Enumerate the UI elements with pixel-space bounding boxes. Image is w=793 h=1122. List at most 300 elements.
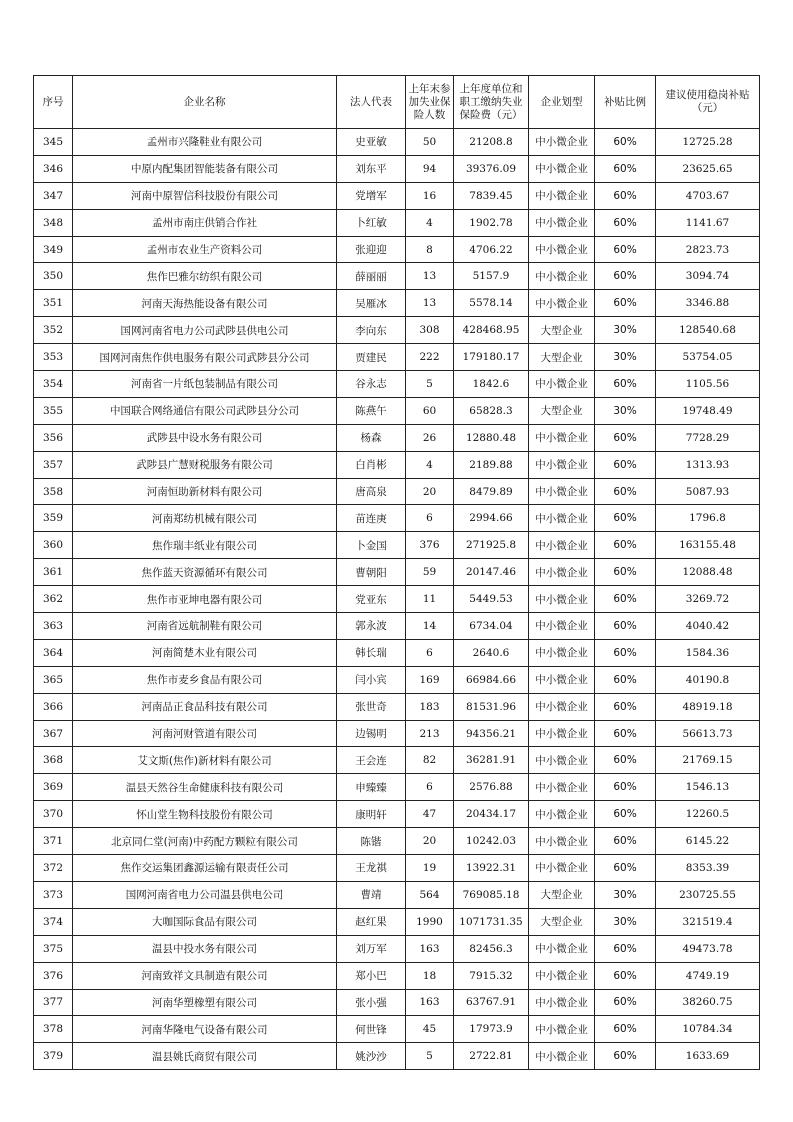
cell-seq: 362	[34, 586, 73, 613]
cell-insured-count: 13	[406, 290, 454, 317]
cell-seq: 346	[34, 155, 73, 182]
table-row	[34, 424, 760, 451]
cell-subsidy: 1796.8	[656, 505, 760, 532]
table-row	[34, 532, 760, 559]
cell-insured-count: 13	[406, 263, 454, 290]
cell-insured-count: 16	[406, 182, 454, 209]
cell-company: 温县姚氏商贸有限公司	[73, 1043, 337, 1070]
cell-legal-rep: 刘东平	[337, 155, 406, 182]
cell-category: 大型企业	[529, 908, 595, 935]
cell-seq: 347	[34, 182, 73, 209]
table-row	[34, 209, 760, 236]
cell-premium: 6734.04	[454, 613, 529, 640]
cell-company: 河南恒助新材料有限公司	[73, 478, 337, 505]
cell-premium: 2576.88	[454, 774, 529, 801]
cell-category: 中小微企业	[529, 478, 595, 505]
cell-ratio: 60%	[595, 263, 656, 290]
table-row	[34, 774, 760, 801]
table-row	[34, 720, 760, 747]
table-row	[34, 586, 760, 613]
cell-legal-rep: 何世锋	[337, 1016, 406, 1043]
cell-company: 大咖国际食品有限公司	[73, 908, 337, 935]
cell-insured-count: 222	[406, 344, 454, 371]
cell-premium: 13922.31	[454, 855, 529, 882]
cell-seq: 365	[34, 666, 73, 693]
cell-category: 中小微企业	[529, 801, 595, 828]
cell-subsidy: 3269.72	[656, 586, 760, 613]
cell-company: 孟州市兴隆鞋业有限公司	[73, 129, 337, 156]
cell-category: 中小微企业	[529, 962, 595, 989]
cell-legal-rep: 边锡明	[337, 720, 406, 747]
cell-category: 中小微企业	[529, 424, 595, 451]
cell-insured-count: 6	[406, 774, 454, 801]
cell-seq: 350	[34, 263, 73, 290]
cell-subsidy: 1584.36	[656, 639, 760, 666]
cell-category: 中小微企业	[529, 613, 595, 640]
cell-company: 河南河财管道有限公司	[73, 720, 337, 747]
cell-seq: 361	[34, 559, 73, 586]
cell-subsidy: 3094.74	[656, 263, 760, 290]
cell-insured-count: 14	[406, 613, 454, 640]
cell-company: 河南省远航制鞋有限公司	[73, 613, 337, 640]
cell-insured-count: 564	[406, 881, 454, 908]
table-row	[34, 263, 760, 290]
table-row	[34, 666, 760, 693]
cell-insured-count: 6	[406, 639, 454, 666]
cell-company: 温县天然谷生命健康科技有限公司	[73, 774, 337, 801]
cell-company: 国网河南焦作供电服务有限公司武陟县分公司	[73, 344, 337, 371]
cell-ratio: 30%	[595, 317, 656, 344]
cell-ratio: 30%	[595, 397, 656, 424]
cell-subsidy: 2823.73	[656, 236, 760, 263]
cell-seq: 372	[34, 855, 73, 882]
cell-premium: 65828.3	[454, 397, 529, 424]
cell-insured-count: 1990	[406, 908, 454, 935]
header-insured-count: 上年末参加失业保险人数	[406, 76, 454, 129]
cell-legal-rep: 李向东	[337, 317, 406, 344]
cell-insured-count: 213	[406, 720, 454, 747]
cell-insured-count: 50	[406, 129, 454, 156]
header-ratio: 补贴比例	[595, 76, 656, 129]
cell-legal-rep: 申臻臻	[337, 774, 406, 801]
cell-category: 中小微企业	[529, 371, 595, 398]
cell-ratio: 60%	[595, 828, 656, 855]
cell-seq: 359	[34, 505, 73, 532]
cell-premium: 1071731.35	[454, 908, 529, 935]
cell-ratio: 60%	[595, 747, 656, 774]
cell-company: 北京同仁堂(河南)中药配方颗粒有限公司	[73, 828, 337, 855]
cell-insured-count: 6	[406, 505, 454, 532]
subsidy-table	[33, 75, 760, 1070]
cell-premium: 12880.48	[454, 424, 529, 451]
table-row	[34, 559, 760, 586]
cell-subsidy: 1141.67	[656, 209, 760, 236]
cell-insured-count: 163	[406, 935, 454, 962]
cell-subsidy: 1546.13	[656, 774, 760, 801]
table-row	[34, 613, 760, 640]
table-row	[34, 989, 760, 1016]
cell-company: 河南简楚木业有限公司	[73, 639, 337, 666]
cell-legal-rep: 陈锴	[337, 828, 406, 855]
cell-ratio: 60%	[595, 801, 656, 828]
cell-category: 中小微企业	[529, 989, 595, 1016]
cell-legal-rep: 刘万军	[337, 935, 406, 962]
cell-legal-rep: 白肖彬	[337, 451, 406, 478]
cell-company: 中原内配集团智能装备有限公司	[73, 155, 337, 182]
cell-legal-rep: 苗连庚	[337, 505, 406, 532]
cell-premium: 1842.6	[454, 371, 529, 398]
cell-legal-rep: 姚沙沙	[337, 1043, 406, 1070]
cell-premium: 5157.9	[454, 263, 529, 290]
cell-legal-rep: 郭永波	[337, 613, 406, 640]
cell-seq: 353	[34, 344, 73, 371]
cell-seq: 376	[34, 962, 73, 989]
cell-category: 中小微企业	[529, 532, 595, 559]
cell-premium: 10242.03	[454, 828, 529, 855]
cell-subsidy: 1313.93	[656, 451, 760, 478]
cell-ratio: 60%	[595, 613, 656, 640]
header-subsidy: 建议使用稳岗补贴（元）	[656, 76, 760, 129]
cell-insured-count: 163	[406, 989, 454, 1016]
cell-subsidy: 12725.28	[656, 129, 760, 156]
cell-premium: 428468.95	[454, 317, 529, 344]
cell-company: 中国联合网络通信有限公司武陟县分公司	[73, 397, 337, 424]
cell-company: 河南中原智信科技股份有限公司	[73, 182, 337, 209]
cell-subsidy: 19748.49	[656, 397, 760, 424]
cell-ratio: 60%	[595, 720, 656, 747]
cell-subsidy: 1105.56	[656, 371, 760, 398]
cell-premium: 21208.8	[454, 129, 529, 156]
cell-insured-count: 5	[406, 1043, 454, 1070]
cell-seq: 378	[34, 1016, 73, 1043]
cell-legal-rep: 唐高泉	[337, 478, 406, 505]
cell-company: 焦作瑞丰纸业有限公司	[73, 532, 337, 559]
cell-subsidy: 4040.42	[656, 613, 760, 640]
cell-seq: 367	[34, 720, 73, 747]
cell-premium: 179180.17	[454, 344, 529, 371]
cell-legal-rep: 王会连	[337, 747, 406, 774]
cell-seq: 366	[34, 693, 73, 720]
cell-premium: 2994.66	[454, 505, 529, 532]
header-company: 企业名称	[73, 76, 337, 129]
cell-company: 河南天海热能设备有限公司	[73, 290, 337, 317]
cell-premium: 94356.21	[454, 720, 529, 747]
table-row	[34, 747, 760, 774]
cell-legal-rep: 卜红敏	[337, 209, 406, 236]
cell-category: 中小微企业	[529, 263, 595, 290]
cell-premium: 20434.17	[454, 801, 529, 828]
cell-seq: 377	[34, 989, 73, 1016]
cell-seq: 375	[34, 935, 73, 962]
cell-company: 河南品正食品科技有限公司	[73, 693, 337, 720]
cell-insured-count: 20	[406, 828, 454, 855]
cell-legal-rep: 韩长瑞	[337, 639, 406, 666]
cell-category: 中小微企业	[529, 666, 595, 693]
cell-ratio: 60%	[595, 774, 656, 801]
cell-category: 中小微企业	[529, 774, 595, 801]
cell-company: 武陟县中设水务有限公司	[73, 424, 337, 451]
cell-legal-rep: 谷永志	[337, 371, 406, 398]
cell-ratio: 60%	[595, 989, 656, 1016]
cell-company: 焦作市亚坤电器有限公司	[73, 586, 337, 613]
cell-insured-count: 82	[406, 747, 454, 774]
cell-legal-rep: 曹靖	[337, 881, 406, 908]
cell-ratio: 30%	[595, 908, 656, 935]
cell-subsidy: 5087.93	[656, 478, 760, 505]
cell-legal-rep: 贾建民	[337, 344, 406, 371]
cell-category: 中小微企业	[529, 290, 595, 317]
table-row	[34, 182, 760, 209]
cell-subsidy: 12088.48	[656, 559, 760, 586]
cell-legal-rep: 吴雁冰	[337, 290, 406, 317]
cell-legal-rep: 杨森	[337, 424, 406, 451]
cell-company: 国网河南省电力公司温县供电公司	[73, 881, 337, 908]
cell-category: 大型企业	[529, 397, 595, 424]
cell-insured-count: 376	[406, 532, 454, 559]
cell-subsidy: 21769.15	[656, 747, 760, 774]
header-legal-rep: 法人代表	[337, 76, 406, 129]
cell-insured-count: 169	[406, 666, 454, 693]
cell-ratio: 60%	[595, 290, 656, 317]
table-row	[34, 236, 760, 263]
cell-subsidy: 48919.18	[656, 693, 760, 720]
cell-insured-count: 19	[406, 855, 454, 882]
cell-category: 中小微企业	[529, 747, 595, 774]
cell-category: 中小微企业	[529, 236, 595, 263]
cell-seq: 348	[34, 209, 73, 236]
table-row	[34, 828, 760, 855]
cell-subsidy: 7728.29	[656, 424, 760, 451]
cell-company: 艾文斯(焦作)新材料有限公司	[73, 747, 337, 774]
table-row	[34, 801, 760, 828]
cell-company: 孟州市南庄供销合作社	[73, 209, 337, 236]
cell-ratio: 60%	[595, 236, 656, 263]
table-row	[34, 1043, 760, 1070]
cell-category: 中小微企业	[529, 209, 595, 236]
cell-seq: 364	[34, 639, 73, 666]
cell-ratio: 60%	[595, 424, 656, 451]
table-row	[34, 639, 760, 666]
cell-category: 大型企业	[529, 881, 595, 908]
cell-category: 中小微企业	[529, 855, 595, 882]
cell-category: 大型企业	[529, 344, 595, 371]
cell-premium: 63767.91	[454, 989, 529, 1016]
cell-subsidy: 230725.55	[656, 881, 760, 908]
cell-premium: 2189.88	[454, 451, 529, 478]
table-row	[34, 478, 760, 505]
cell-company: 孟州市农业生产资料公司	[73, 236, 337, 263]
cell-legal-rep: 郑小巴	[337, 962, 406, 989]
cell-seq: 360	[34, 532, 73, 559]
cell-ratio: 60%	[595, 639, 656, 666]
cell-insured-count: 308	[406, 317, 454, 344]
cell-ratio: 60%	[595, 478, 656, 505]
cell-premium: 1902.78	[454, 209, 529, 236]
cell-premium: 39376.09	[454, 155, 529, 182]
cell-legal-rep: 张小强	[337, 989, 406, 1016]
cell-insured-count: 4	[406, 451, 454, 478]
cell-legal-rep: 康明轩	[337, 801, 406, 828]
table-row	[34, 908, 760, 935]
cell-insured-count: 26	[406, 424, 454, 451]
cell-category: 中小微企业	[529, 505, 595, 532]
cell-seq: 354	[34, 371, 73, 398]
cell-premium: 20147.46	[454, 559, 529, 586]
cell-seq: 356	[34, 424, 73, 451]
cell-premium: 7839.45	[454, 182, 529, 209]
cell-category: 中小微企业	[529, 935, 595, 962]
cell-legal-rep: 闫小宾	[337, 666, 406, 693]
cell-premium: 271925.8	[454, 532, 529, 559]
table-body	[34, 129, 760, 1070]
cell-seq: 379	[34, 1043, 73, 1070]
cell-subsidy: 38260.75	[656, 989, 760, 1016]
cell-premium: 5449.53	[454, 586, 529, 613]
cell-category: 中小微企业	[529, 1043, 595, 1070]
cell-insured-count: 60	[406, 397, 454, 424]
cell-ratio: 30%	[595, 344, 656, 371]
cell-premium: 82456.3	[454, 935, 529, 962]
cell-premium: 36281.91	[454, 747, 529, 774]
cell-category: 中小微企业	[529, 720, 595, 747]
cell-category: 大型企业	[529, 317, 595, 344]
table-row	[34, 129, 760, 156]
cell-insured-count: 11	[406, 586, 454, 613]
cell-ratio: 60%	[595, 666, 656, 693]
cell-category: 中小微企业	[529, 639, 595, 666]
cell-company: 河南郑纺机械有限公司	[73, 505, 337, 532]
cell-category: 中小微企业	[529, 451, 595, 478]
cell-subsidy: 40190.8	[656, 666, 760, 693]
cell-legal-rep: 赵红果	[337, 908, 406, 935]
cell-legal-rep: 张迎迎	[337, 236, 406, 263]
cell-seq: 357	[34, 451, 73, 478]
cell-insured-count: 59	[406, 559, 454, 586]
cell-ratio: 60%	[595, 505, 656, 532]
cell-subsidy: 8353.39	[656, 855, 760, 882]
cell-subsidy: 56613.73	[656, 720, 760, 747]
table-row	[34, 881, 760, 908]
table-row	[34, 451, 760, 478]
cell-company: 河南华塑橡塑有限公司	[73, 989, 337, 1016]
cell-ratio: 60%	[595, 451, 656, 478]
cell-ratio: 60%	[595, 1016, 656, 1043]
cell-premium: 81531.96	[454, 693, 529, 720]
cell-insured-count: 8	[406, 236, 454, 263]
cell-legal-rep: 党增军	[337, 182, 406, 209]
cell-insured-count: 20	[406, 478, 454, 505]
cell-seq: 345	[34, 129, 73, 156]
header-category: 企业划型	[529, 76, 595, 129]
table-row	[34, 935, 760, 962]
cell-ratio: 60%	[595, 855, 656, 882]
cell-company: 焦作蓝天资源循环有限公司	[73, 559, 337, 586]
cell-company: 怀山堂生物科技股份有限公司	[73, 801, 337, 828]
cell-legal-rep: 薛丽丽	[337, 263, 406, 290]
cell-subsidy: 23625.65	[656, 155, 760, 182]
cell-legal-rep: 史亚敏	[337, 129, 406, 156]
cell-premium: 7915.32	[454, 962, 529, 989]
cell-company: 焦作交运集团鑫源运输有限责任公司	[73, 855, 337, 882]
cell-insured-count: 45	[406, 1016, 454, 1043]
cell-subsidy: 4703.67	[656, 182, 760, 209]
cell-ratio: 60%	[595, 693, 656, 720]
cell-subsidy: 53754.05	[656, 344, 760, 371]
cell-company: 河南致祥文具制造有限公司	[73, 962, 337, 989]
cell-ratio: 60%	[595, 371, 656, 398]
cell-category: 中小微企业	[529, 586, 595, 613]
cell-insured-count: 18	[406, 962, 454, 989]
cell-seq: 373	[34, 881, 73, 908]
cell-company: 武陟县广慧财税服务有限公司	[73, 451, 337, 478]
cell-company: 河南华隆电气设备有限公司	[73, 1016, 337, 1043]
cell-premium: 2722.81	[454, 1043, 529, 1070]
cell-seq: 352	[34, 317, 73, 344]
cell-ratio: 60%	[595, 559, 656, 586]
cell-premium: 769085.18	[454, 881, 529, 908]
cell-seq: 369	[34, 774, 73, 801]
table-row	[34, 962, 760, 989]
table-row	[34, 155, 760, 182]
cell-company: 温县中投水务有限公司	[73, 935, 337, 962]
cell-ratio: 60%	[595, 586, 656, 613]
cell-legal-rep: 张世奇	[337, 693, 406, 720]
cell-ratio: 60%	[595, 209, 656, 236]
cell-seq: 370	[34, 801, 73, 828]
cell-subsidy: 12260.5	[656, 801, 760, 828]
cell-subsidy: 128540.68	[656, 317, 760, 344]
table-row	[34, 1016, 760, 1043]
table-row	[34, 397, 760, 424]
table-row	[34, 344, 760, 371]
header-seq: 序号	[34, 76, 73, 129]
table-row	[34, 505, 760, 532]
cell-subsidy: 3346.88	[656, 290, 760, 317]
cell-company: 焦作市麦乡食品有限公司	[73, 666, 337, 693]
cell-insured-count: 4	[406, 209, 454, 236]
header-row	[34, 76, 760, 129]
cell-company: 河南省一片纸包装制品有限公司	[73, 371, 337, 398]
cell-subsidy: 1633.69	[656, 1043, 760, 1070]
cell-premium: 4706.22	[454, 236, 529, 263]
cell-legal-rep: 王龙祺	[337, 855, 406, 882]
cell-category: 中小微企业	[529, 1016, 595, 1043]
cell-seq: 374	[34, 908, 73, 935]
header-premium: 上年度单位和职工缴纳失业保险费（元）	[454, 76, 529, 129]
cell-ratio: 30%	[595, 881, 656, 908]
cell-insured-count: 183	[406, 693, 454, 720]
cell-category: 中小微企业	[529, 693, 595, 720]
cell-ratio: 60%	[595, 1043, 656, 1070]
cell-company: 国网河南省电力公司武陟县供电公司	[73, 317, 337, 344]
table-row	[34, 317, 760, 344]
cell-ratio: 60%	[595, 155, 656, 182]
cell-seq: 351	[34, 290, 73, 317]
cell-ratio: 60%	[595, 532, 656, 559]
cell-legal-rep: 党亚东	[337, 586, 406, 613]
cell-category: 中小微企业	[529, 129, 595, 156]
cell-premium: 66984.66	[454, 666, 529, 693]
cell-category: 中小微企业	[529, 155, 595, 182]
cell-subsidy: 49473.78	[656, 935, 760, 962]
table-row	[34, 855, 760, 882]
cell-seq: 368	[34, 747, 73, 774]
cell-seq: 363	[34, 613, 73, 640]
cell-legal-rep: 陈燕午	[337, 397, 406, 424]
cell-premium: 5578.14	[454, 290, 529, 317]
cell-ratio: 60%	[595, 935, 656, 962]
cell-insured-count: 94	[406, 155, 454, 182]
